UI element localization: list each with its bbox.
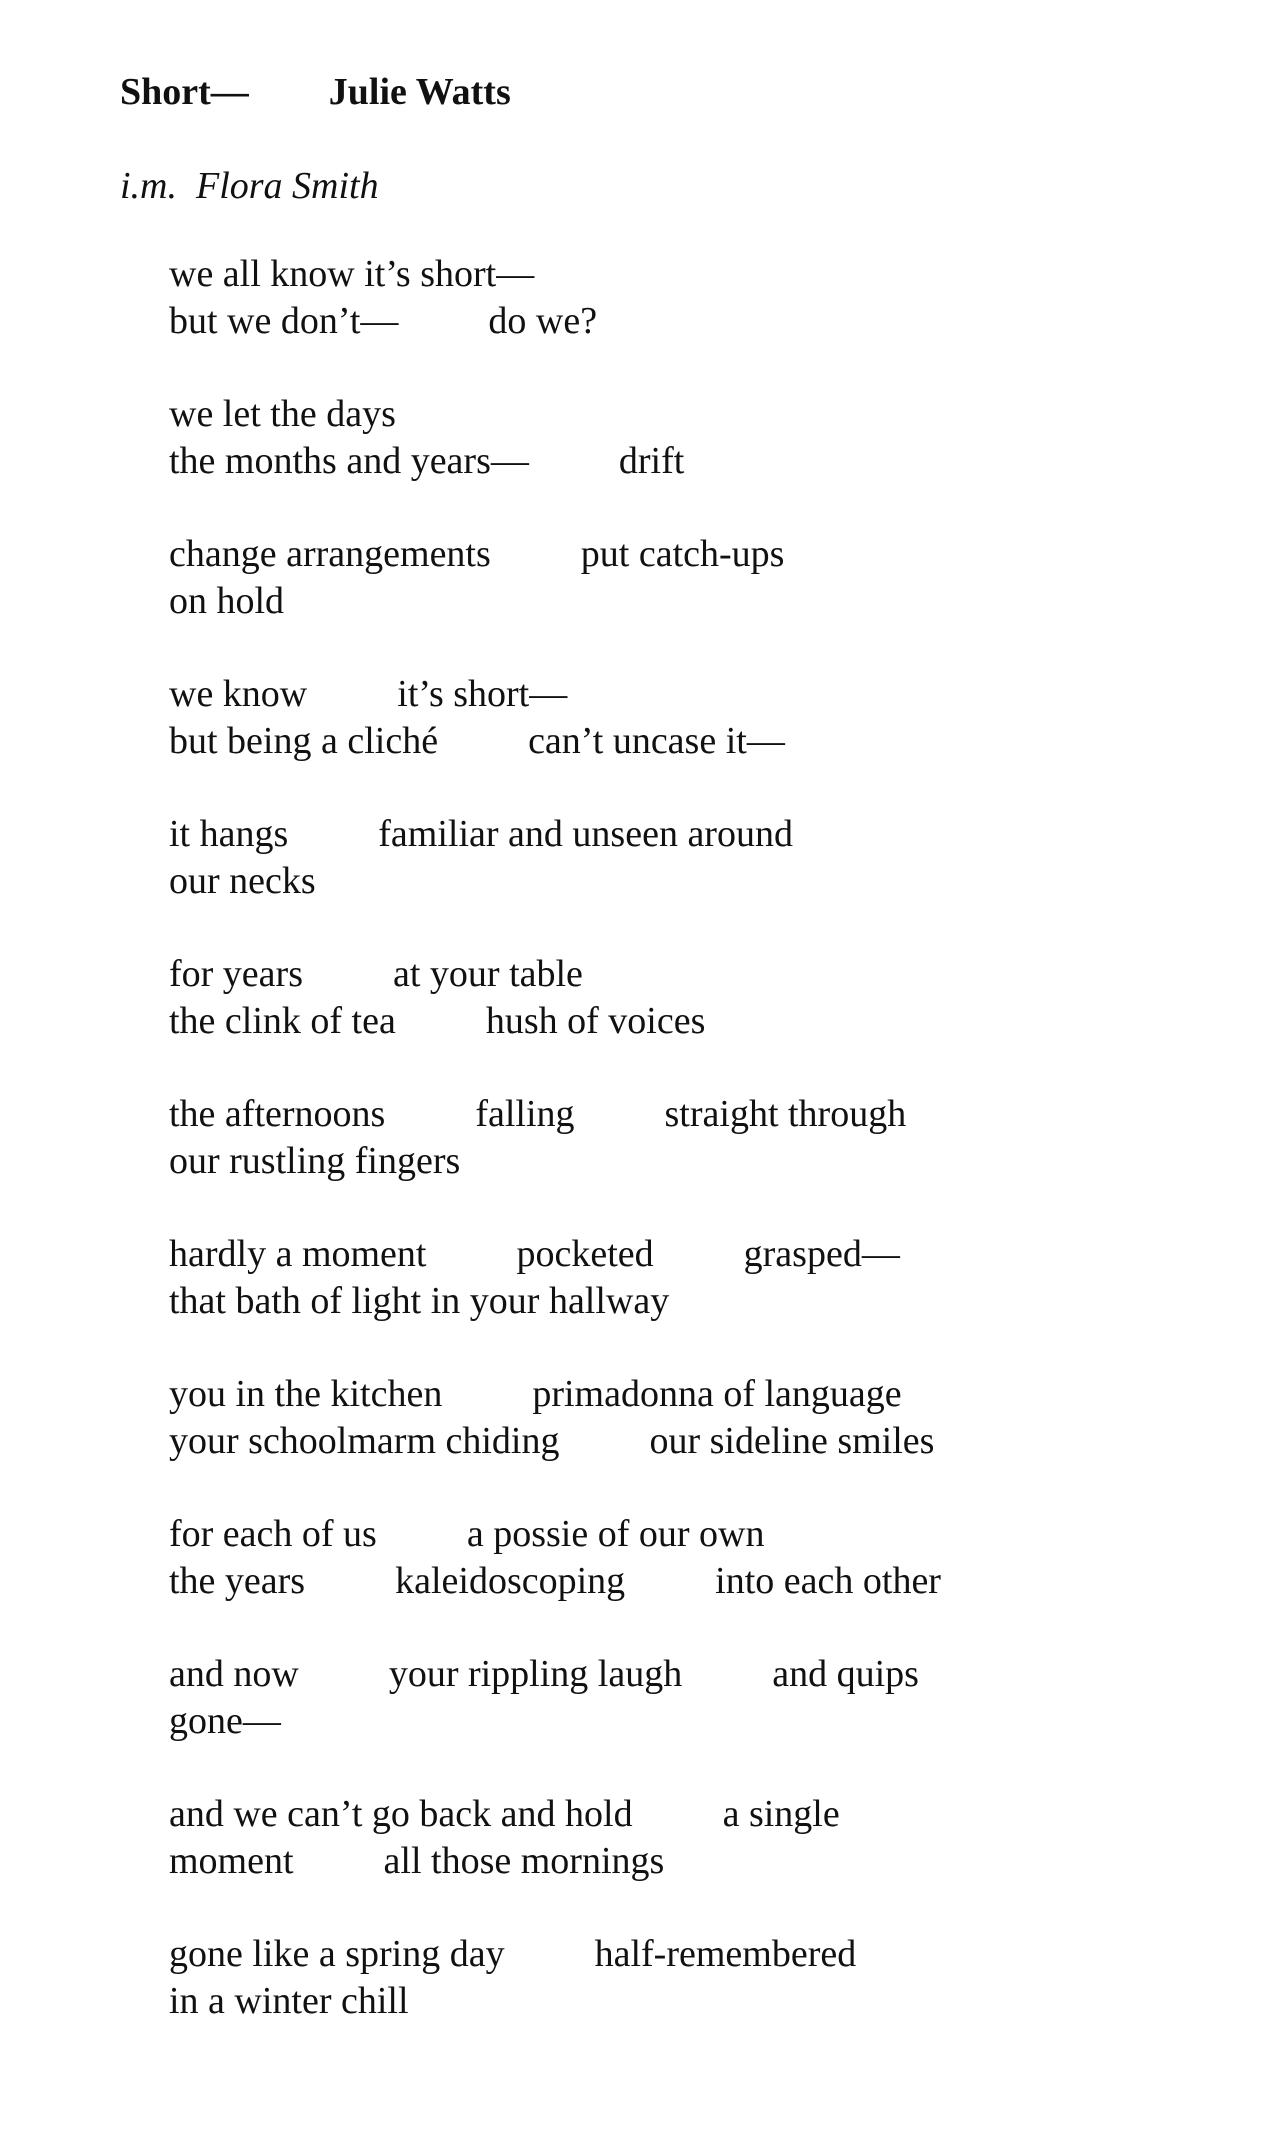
stanza <box>169 1091 1169 1231</box>
line-segment: our necks <box>169 860 316 902</box>
line-segment: we all know it’s short— <box>169 253 535 295</box>
line-segment: on hold <box>169 580 285 622</box>
poem-line <box>169 251 1169 298</box>
line-segment: a possie of our own <box>466 1513 765 1555</box>
stanza <box>169 251 1169 391</box>
poem-line <box>169 1931 1169 1978</box>
poem-line <box>169 1231 1169 1278</box>
stanza <box>169 811 1169 951</box>
line-segment: change arrangements <box>169 533 491 575</box>
poem-header <box>120 64 511 120</box>
poem-line <box>169 1698 1169 1745</box>
line-segment: drift <box>618 440 685 482</box>
line-segment: it hangs <box>169 813 289 855</box>
line-segment: but being a cliché <box>169 720 439 762</box>
line-segment: familiar and unseen around <box>378 813 793 855</box>
line-segment: it’s short— <box>397 673 568 715</box>
stanza <box>169 1231 1169 1371</box>
poem-line <box>169 1418 1169 1465</box>
line-segment: we let the days <box>169 393 396 435</box>
line-segment: we know <box>169 673 308 715</box>
line-segment: the afternoons <box>169 1093 386 1135</box>
poem-line <box>169 1138 1169 1185</box>
line-segment: can’t uncase it— <box>528 720 785 762</box>
line-segment: and we can’t go back and hold <box>169 1793 633 1835</box>
poem-line <box>169 438 1169 485</box>
poem-line <box>169 1278 1169 1325</box>
stanza <box>169 1371 1169 1511</box>
poem-line <box>169 998 1169 1045</box>
line-segment: in a winter chill <box>169 1980 409 2022</box>
line-segment: but we don’t— <box>169 300 399 342</box>
line-segment: gone— <box>169 1700 281 1742</box>
poem-author: Julie Watts <box>328 71 511 113</box>
poem-line <box>169 1791 1169 1838</box>
line-segment: your rippling laugh <box>388 1653 683 1695</box>
poem-line <box>169 811 1169 858</box>
line-segment: primadonna of language <box>532 1373 902 1415</box>
line-segment: and now <box>169 1653 299 1695</box>
stanza <box>169 951 1169 1091</box>
line-segment: hush of voices <box>485 1000 706 1042</box>
line-segment: put catch-ups <box>580 533 785 575</box>
stanza <box>169 671 1169 811</box>
line-segment: the clink of tea <box>169 1000 396 1042</box>
line-segment: gone like a spring day <box>169 1933 505 1975</box>
poem-title: Short— <box>120 71 249 113</box>
poem-line <box>169 1091 1169 1138</box>
poem-line <box>169 1371 1169 1418</box>
poem-line <box>169 391 1169 438</box>
line-segment: that bath of light in your hallway <box>169 1280 670 1322</box>
line-segment: falling <box>475 1093 575 1135</box>
stanza <box>169 531 1169 671</box>
line-segment: your schoolmarm chiding <box>169 1420 560 1462</box>
stanza <box>169 1931 1169 2071</box>
line-segment: pocketed <box>516 1233 654 1275</box>
poem-line <box>169 1511 1169 1558</box>
poem-line <box>169 1558 1169 1605</box>
line-segment: for years <box>169 953 303 995</box>
line-segment: grasped— <box>743 1233 900 1275</box>
poem-line <box>169 858 1169 905</box>
poem-body <box>169 251 1169 2071</box>
line-segment: at your table <box>392 953 583 995</box>
line-segment: a single <box>722 1793 840 1835</box>
poem-line <box>169 1838 1169 1885</box>
line-segment: the months and years— <box>169 440 529 482</box>
line-segment: for each of us <box>169 1513 377 1555</box>
poem-line <box>169 1978 1169 2025</box>
line-segment: hardly a moment <box>169 1233 427 1275</box>
line-segment: our rustling fingers <box>169 1140 461 1182</box>
poem-line <box>169 671 1169 718</box>
poem-dedication: i.m. Flora Smith <box>120 165 379 207</box>
line-segment: our sideline smiles <box>649 1420 935 1462</box>
line-segment: the years <box>169 1560 306 1602</box>
line-segment: half-remembered <box>594 1933 857 1975</box>
line-segment: into each other <box>715 1560 941 1602</box>
poem-line <box>169 718 1169 765</box>
line-segment: moment <box>169 1840 294 1882</box>
stanza <box>169 1791 1169 1931</box>
stanza <box>169 1651 1169 1791</box>
line-segment: do we? <box>488 300 598 342</box>
line-segment: straight through <box>664 1093 907 1135</box>
stanza <box>169 1511 1169 1651</box>
line-segment: all those mornings <box>383 1840 665 1882</box>
poem-line <box>169 951 1169 998</box>
line-segment: and quips <box>772 1653 919 1695</box>
poem-line <box>169 1651 1169 1698</box>
poem-line <box>169 531 1169 578</box>
line-segment: you in the kitchen <box>169 1373 443 1415</box>
line-segment: kaleidoscoping <box>395 1560 626 1602</box>
poem-line <box>169 578 1169 625</box>
poem-line <box>169 298 1169 345</box>
stanza <box>169 391 1169 531</box>
